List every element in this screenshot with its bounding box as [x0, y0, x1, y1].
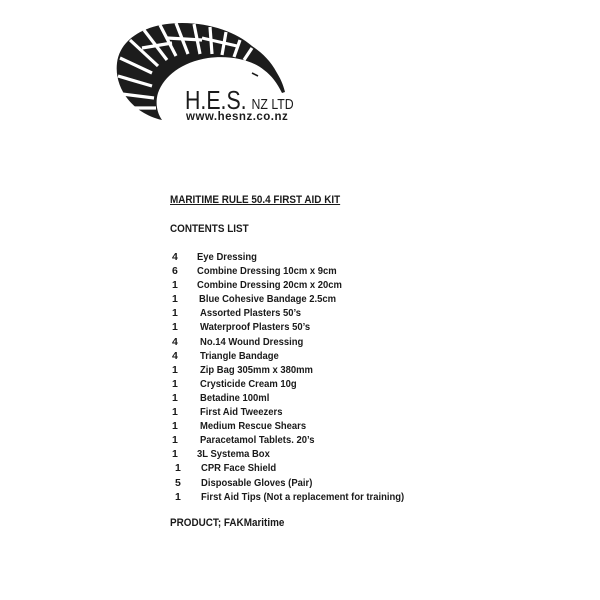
- item-name: Crysticide Cream 10g: [200, 377, 297, 390]
- item-name: First Aid Tweezers: [200, 406, 283, 419]
- contents-list-heading: CONTENTS LIST: [170, 223, 249, 235]
- item-quantity: 1: [172, 448, 178, 461]
- item-name: Medium Rescue Shears: [200, 420, 307, 433]
- item-quantity: 1: [172, 377, 178, 390]
- list-item: [0, 279, 600, 293]
- list-item: [0, 350, 600, 364]
- item-quantity: 6: [172, 265, 178, 278]
- brand-suffix: NZ LTD: [251, 96, 294, 113]
- item-name: Assorted Plasters 50’s: [200, 307, 302, 320]
- item-name: Eye Dressing: [197, 251, 257, 263]
- item-name: No.14 Wound Dressing: [200, 335, 304, 348]
- item-name: Combine Dressing 20cm x 20cm: [197, 279, 342, 292]
- item-quantity: 1: [175, 490, 181, 503]
- list-item: [0, 321, 600, 335]
- item-name: 3L Systema Box: [197, 448, 270, 461]
- item-quantity: 1: [172, 307, 178, 320]
- brand-url: www.hesnz.co.nz: [186, 111, 289, 123]
- item-quantity: 5: [175, 476, 181, 489]
- document-title: MARITIME RULE 50.4 FIRST AID KIT: [170, 194, 341, 206]
- product-code: PRODUCT; FAKMaritime: [170, 517, 285, 529]
- list-item: [0, 406, 600, 420]
- item-quantity: 4: [172, 335, 178, 348]
- item-quantity: 1: [172, 293, 178, 306]
- item-name: Disposable Gloves (Pair): [201, 476, 313, 489]
- list-item: [0, 336, 600, 350]
- item-quantity: 1: [175, 462, 181, 475]
- list-item: [0, 477, 600, 491]
- item-name: First Aid Tips (Not a replacement for training): [201, 490, 405, 503]
- item-quantity: 1: [172, 279, 178, 292]
- brand-name: [185, 87, 294, 113]
- item-quantity: 4: [172, 251, 178, 263]
- list-item: [0, 462, 600, 476]
- brand-name-text: H.E.S.: [185, 85, 247, 115]
- list-item: [0, 434, 600, 448]
- list-item: [0, 307, 600, 321]
- item-quantity: 4: [172, 349, 178, 362]
- item-name: Combine Dressing 10cm x 9cm: [197, 265, 337, 278]
- list-item: [0, 448, 600, 462]
- list-item: [0, 392, 600, 406]
- list-item: [0, 251, 600, 265]
- list-item: [0, 265, 600, 279]
- item-name: Zip Bag 305mm x 380mm: [200, 363, 313, 376]
- list-item: [0, 364, 600, 378]
- list-item: [0, 378, 600, 392]
- list-item: [0, 491, 600, 505]
- item-name: Paracetamol Tablets. 20’s: [200, 434, 315, 447]
- item-name: Waterproof Plasters 50’s: [200, 321, 311, 334]
- item-quantity: 1: [172, 420, 178, 433]
- item-quantity: 1: [172, 321, 178, 334]
- item-quantity: 1: [172, 391, 178, 404]
- list-item: [0, 293, 600, 307]
- item-name: CPR Face Shield: [201, 462, 277, 475]
- contents-list: [0, 251, 600, 505]
- item-name: Triangle Bandage: [200, 349, 279, 362]
- item-quantity: 1: [172, 363, 178, 376]
- list-item: [0, 420, 600, 434]
- item-name: Blue Cohesive Bandage 2.5cm: [199, 293, 337, 306]
- item-quantity: 1: [172, 406, 178, 419]
- item-quantity: 1: [172, 434, 178, 447]
- item-name: Betadine 100ml: [200, 391, 270, 404]
